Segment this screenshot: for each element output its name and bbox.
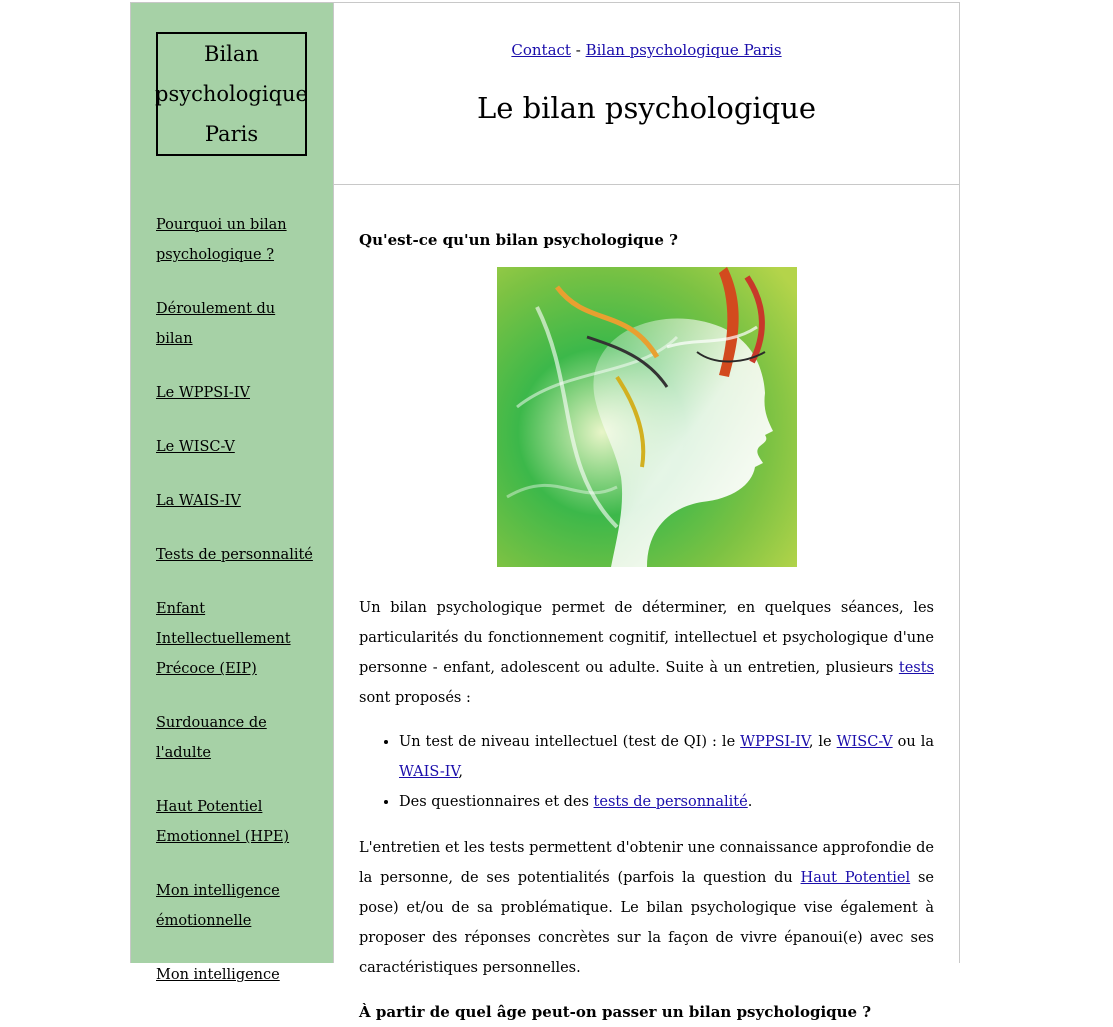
intro-text-end: sont proposés :	[359, 690, 471, 706]
top-links	[334, 41, 959, 59]
contact-link[interactable]: Contact	[511, 41, 571, 59]
list-text: , le	[808, 734, 837, 750]
tests-link[interactable]: tests	[898, 660, 934, 676]
nav-link-mon-intelligence[interactable]: Mon intelligence	[156, 967, 280, 983]
nav-item	[156, 960, 316, 990]
sidebar	[131, 3, 333, 983]
nav-link-personnalite[interactable]: Tests de personnalité	[156, 547, 313, 563]
tests-list	[359, 727, 934, 817]
nav-link-surdouance[interactable]: Surdouance de l'adulte	[156, 715, 267, 761]
nav-link-intelligence-emotionnelle[interactable]: Mon intelligence émotionnelle	[156, 883, 280, 929]
nav-link-wisc[interactable]: Le WISC-V	[156, 439, 235, 455]
page-container	[130, 2, 960, 1021]
wisc-link[interactable]: WISC-V	[836, 734, 893, 750]
nav-item	[156, 708, 316, 768]
haut-potentiel-link[interactable]: Haut Potentiel	[800, 870, 911, 886]
list-text: ou la	[892, 734, 934, 750]
section-heading-age: À partir de quel âge peut-on passer un bilan psychologique ?	[359, 1003, 872, 1021]
page-title: Le bilan psychologique	[476, 91, 817, 125]
section-heading-what: Qu'est-ce qu'un bilan psychologique ?	[359, 231, 678, 249]
list-item	[399, 787, 934, 817]
logo-line-3: Paris	[204, 122, 259, 146]
nav-link-wppsi[interactable]: Le WPPSI-IV	[156, 385, 250, 401]
nav-item	[156, 486, 316, 516]
list-item	[399, 727, 934, 787]
link-separator: -	[570, 41, 586, 59]
nav-link-wais[interactable]: La WAIS-IV	[156, 493, 241, 509]
details-paragraph	[359, 833, 934, 983]
nav-link-deroulement[interactable]: Déroulement du bilan	[156, 301, 276, 347]
list-text: .	[747, 794, 753, 810]
wais-link[interactable]: WAIS-IV	[399, 764, 459, 780]
details-text: L'entretien et les tests permettent d'obtenir une connaissance approfondie de la personne, de ses potentialités (parfois la question du	[359, 840, 934, 886]
nav-item	[156, 432, 316, 462]
list-text: Un test de niveau intellectuel (test de QI) : le	[399, 734, 741, 750]
list-text: ,	[458, 764, 464, 780]
list-text: Des questionnaires et des	[399, 794, 594, 810]
logo-line-2: psychologique	[155, 82, 308, 106]
nav-item	[156, 594, 316, 684]
wppsi-link[interactable]: WPPSI-IV	[740, 734, 809, 750]
nav-item	[156, 294, 316, 354]
intro-text: Un bilan psychologique permet de déterminer, en quelques séances, les particularités du fonctionnement cognitif, intellectuel et psychologique d'une personne - enfant, adolescent ou adulte. Suite à un entretien, plusieurs	[359, 600, 934, 676]
sidebar-nav	[156, 210, 316, 1014]
logo-line-1: Bilan	[204, 42, 259, 66]
nav-link-pourquoi[interactable]: Pourquoi un bilan psychologique ?	[156, 217, 287, 263]
site-logo[interactable]	[156, 32, 307, 156]
nav-item	[156, 540, 316, 570]
nav-item	[156, 792, 316, 852]
nav-link-hpe[interactable]: Haut Potentiel Emotionnel (HPE)	[156, 799, 290, 845]
personality-tests-link[interactable]: tests de personnalité	[593, 794, 748, 810]
nav-item	[156, 378, 316, 408]
head-illustration	[497, 267, 797, 567]
details-text-end: se pose) et/ou de sa problématique. Le bilan psychologique vise également à proposer des réponses concrètes sur la façon de vivre épanoui(e) avec ses caractéristiques personnelles.	[359, 870, 934, 976]
home-link[interactable]: Bilan psychologique Paris	[585, 41, 782, 59]
nav-item	[156, 210, 316, 270]
page-header	[333, 3, 959, 185]
main-content	[333, 185, 959, 1021]
nav-item	[156, 876, 316, 936]
intro-paragraph	[359, 593, 934, 713]
nav-link-eip[interactable]: Enfant Intellectuellement Précoce (EIP)	[156, 601, 291, 677]
